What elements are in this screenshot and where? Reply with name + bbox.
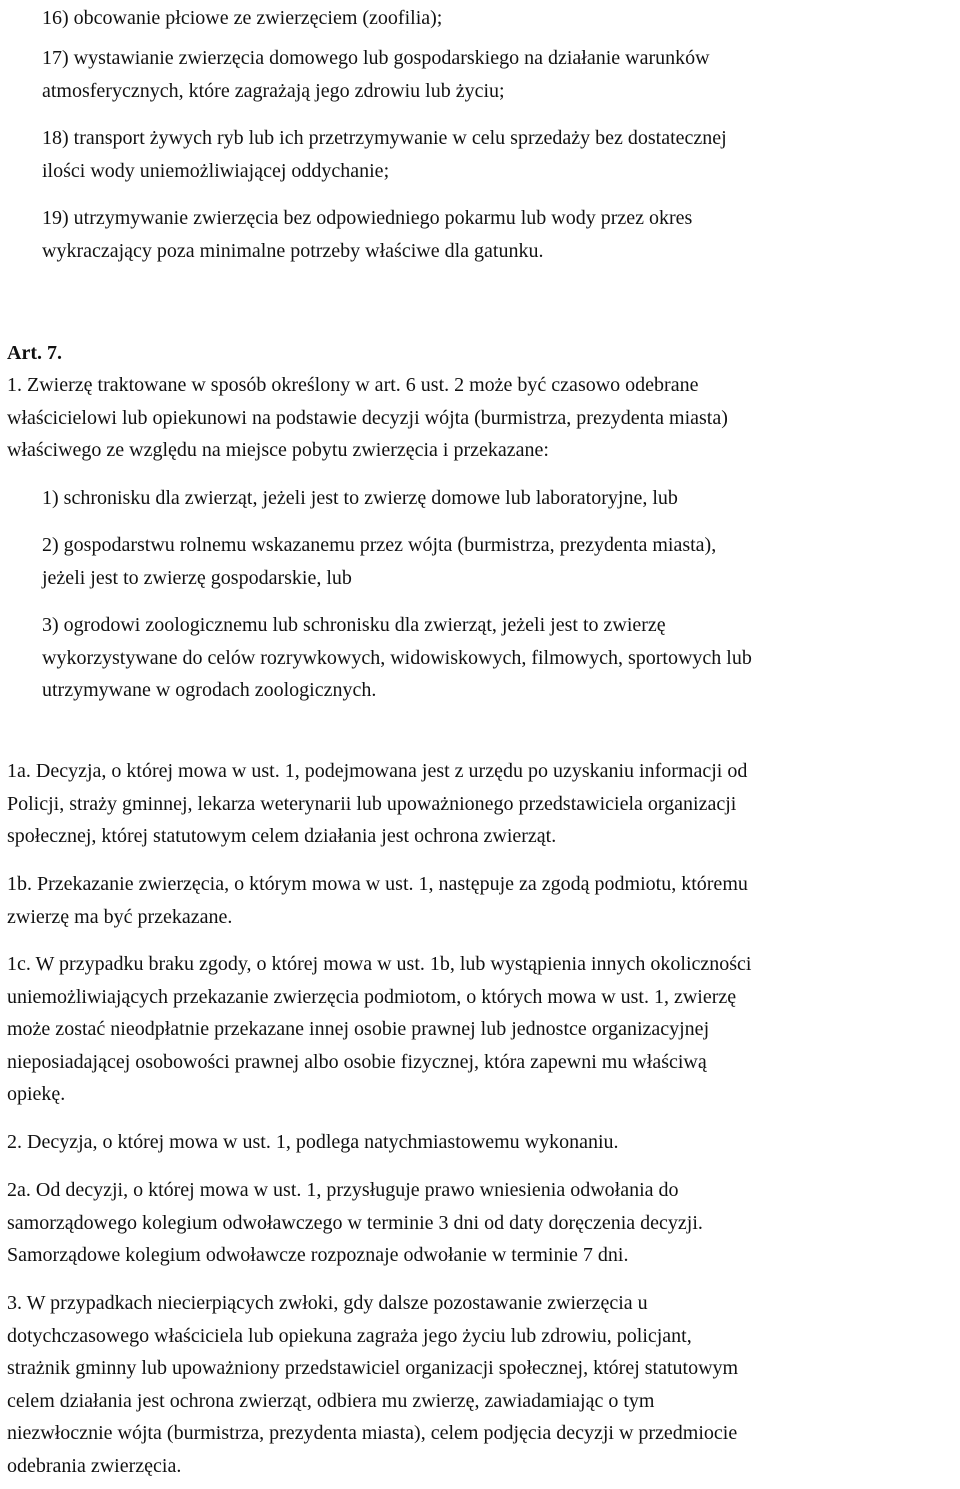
paragraph-1b (7, 868, 748, 933)
paragraph-1a (7, 755, 747, 853)
text-line: wykorzystywane do celów rozrywkowych, widowiskowych, filmowych, sportowych lub (42, 646, 752, 669)
text-line: uniemożliwiających przekazanie zwierzęcia podmiotom, o których mowa w ust. 1, zwierzę (7, 985, 737, 1008)
text-line: 3) ogrodowi zoologicznemu lub schronisku dla zwierząt, jeżeli jest to zwierzę (42, 614, 666, 636)
text-line: utrzymywane w ogrodach zoologicznych. (42, 679, 377, 701)
point-1 (42, 482, 678, 515)
article-heading: Art. 7. (7, 342, 62, 364)
text-line: samorządowego kolegium odwoławczego w terminie 3 dni od daty doręczenia decyzji. (7, 1211, 703, 1234)
list-item-16 (42, 2, 442, 35)
text-line: niezwłocznie wójta (burmistrza, prezydenta miasta), celem podjęcia decyzji w przedmiocie (7, 1422, 738, 1444)
paragraph-3 (7, 1287, 738, 1482)
text-line: właściwego ze względu na miejsce pobytu zwierzęcia i przekazane: (7, 439, 549, 461)
text-line: Policji, straży gminnej, lekarza weterynarii lub upoważnionego przedstawiciela organizacji (7, 792, 737, 815)
text-line: może zostać nieodpłatnie przekazane innej osobie prawnej lub jednostce organizacyjnej (7, 1018, 710, 1040)
list-item-18 (42, 122, 727, 187)
text-line: 1. Zwierzę traktowane w sposób określony w art. 6 ust. 2 może być czasowo odebrane (7, 374, 699, 396)
list-item-19 (42, 202, 692, 267)
text-line: dotychczasowego właściciela lub opiekuna zagraża jego życiu lub zdrowiu, policjant, (7, 1324, 692, 1347)
paragraph-1c (7, 948, 751, 1111)
text-line: właścicielowi lub opiekunowi na podstawie decyzji wójta (burmistrza, prezydenta miasta) (7, 406, 728, 429)
list-item-17 (42, 42, 710, 107)
text-line: społecznej, której statutowym celem działania jest ochrona zwierząt. (7, 825, 557, 847)
text-line: 2. Decyzja, o której mowa w ust. 1, podlega natychmiastowemu wykonaniu. (7, 1131, 619, 1153)
text-line: 18) transport żywych ryb lub ich przetrzymywanie w celu sprzedaży bez dostatecznej (42, 127, 727, 149)
paragraph-2a (7, 1174, 703, 1272)
text-line: odebrania zwierzęcia. (7, 1454, 182, 1477)
text-line: 1) schronisku dla zwierząt, jeżeli jest to zwierzę domowe lub laboratoryjne, lub (42, 487, 678, 509)
paragraph-2 (7, 1126, 619, 1159)
text-line: strażnik gminny lub upoważniony przedstawiciel organizacji społecznej, której statutowym (7, 1357, 739, 1379)
text-line: 16) obcowanie płciowe ze zwierzęciem (zoofilia); (42, 7, 443, 29)
text-line: 17) wystawianie zwierzęcia domowego lub gospodarskiego na działanie warunków (42, 47, 710, 69)
text-line: 1c. W przypadku braku zgody, o której mowa w ust. 1b, lub wystąpienia innych okoliczności (7, 953, 752, 975)
text-line: zwierzę ma być przekazane. (7, 905, 233, 928)
text-line: wykraczający poza minimalne potrzeby właściwe dla gatunku. (42, 239, 544, 262)
point-2 (42, 529, 716, 594)
text-line: 3. W przypadkach niecierpiących zwłoki, gdy dalsze pozostawanie zwierzęcia u (7, 1292, 648, 1314)
text-line: jeżeli jest to zwierzę gospodarskie, lub (42, 566, 352, 589)
text-line: ilości wody uniemożliwiającej oddychanie; (42, 159, 390, 182)
point-3 (42, 609, 752, 707)
text-line: Samorządowe kolegium odwoławcze rozpoznaje odwołanie w terminie 7 dni. (7, 1244, 629, 1266)
paragraph-1 (7, 369, 728, 467)
text-line: nieposiadającej osobowości prawnej albo osobie fizycznej, która zapewni mu właściwą (7, 1050, 707, 1073)
text-line: 1b. Przekazanie zwierzęcia, o którym mowa w ust. 1, następuje za zgodą podmiotu, któremu (7, 873, 748, 895)
text-line: 2) gospodarstwu rolnemu wskazanemu przez wójta (burmistrza, prezydenta miasta), (42, 534, 717, 556)
text-line: celem działania jest ochrona zwierząt, odbiera mu zwierzę, zawiadamiając o tym (7, 1389, 655, 1412)
text-line: 2a. Od decyzji, o której mowa w ust. 1, przysługuje prawo wniesienia odwołania do (7, 1179, 679, 1201)
text-line: 19) utrzymywanie zwierzęcia bez odpowiedniego pokarmu lub wody przez okres (42, 207, 693, 229)
text-line: 1a. Decyzja, o której mowa w ust. 1, podejmowana jest z urzędu po uzyskaniu informacji od (7, 760, 748, 782)
text-line: opiekę. (7, 1083, 66, 1105)
text-line: atmosferycznych, które zagrażają jego zdrowiu lub życiu; (42, 79, 505, 102)
